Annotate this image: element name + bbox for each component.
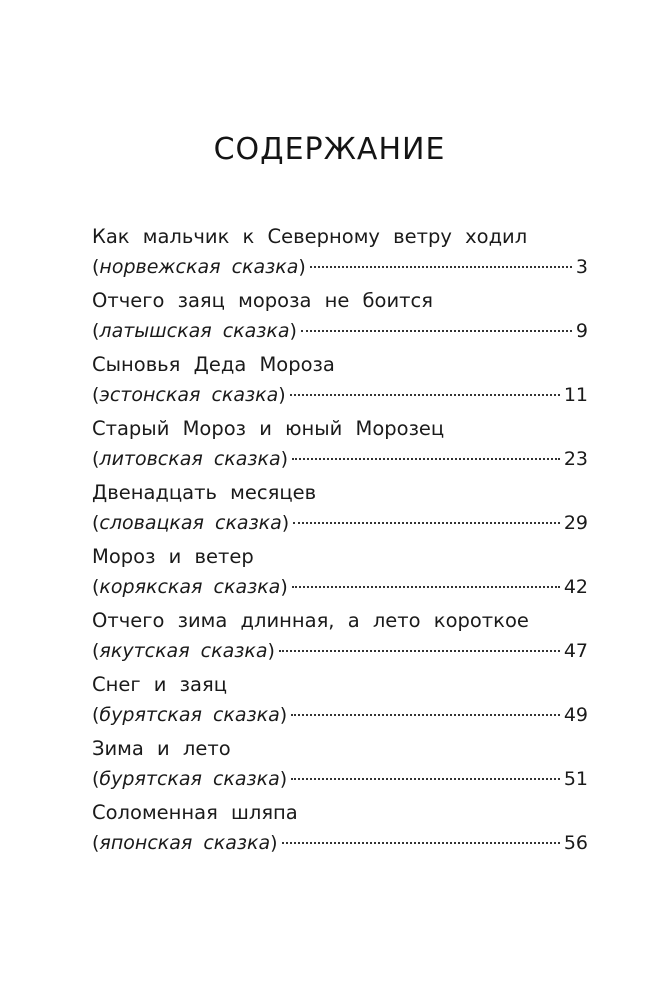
page-number: 3 [575, 256, 588, 278]
page-number: 42 [563, 576, 588, 598]
entry-origin: (японская сказка) [92, 832, 278, 854]
toc-entry[interactable] [92, 670, 588, 734]
page-number: 56 [563, 832, 588, 854]
toc-entry[interactable] [92, 606, 588, 670]
entry-title: Отчего заяц мороза не боится [92, 289, 433, 312]
toc-entry[interactable] [92, 478, 588, 542]
entry-title: Зима и лето [92, 737, 231, 760]
entry-line [92, 700, 588, 730]
entry-origin: (бурятская сказка) [92, 768, 288, 790]
entry-title: Отчего зима длинная, а лето короткое [92, 609, 529, 632]
dot-leader [291, 778, 560, 780]
origin-text: литовская сказка [99, 448, 281, 470]
origin-text: якутская сказка [99, 640, 268, 662]
dot-leader [291, 714, 560, 716]
origin-text: бурятская сказка [99, 768, 280, 790]
page-number: 23 [563, 448, 588, 470]
toc-entry[interactable] [92, 542, 588, 606]
entry-title: Снег и заяц [92, 673, 227, 696]
entry-line [92, 316, 588, 346]
entry-line [92, 252, 588, 282]
entry-origin: (норвежская сказка) [92, 256, 306, 278]
entry-line [92, 572, 588, 602]
entry-title: Старый Мороз и юный Морозец [92, 417, 445, 440]
page-number: 11 [563, 384, 588, 406]
entry-origin: (словацкая сказка) [92, 512, 290, 534]
entry-title: Двенадцать месяцев [92, 481, 317, 504]
page-number: 29 [563, 512, 588, 534]
entry-origin: (якутская сказка) [92, 640, 275, 662]
page-number: 49 [563, 704, 588, 726]
origin-text: японская сказка [99, 832, 271, 854]
dot-leader [293, 522, 560, 524]
dot-leader [310, 266, 572, 268]
entry-line [92, 636, 588, 666]
entry-line [92, 444, 588, 474]
entry-origin: (эстонская сказка) [92, 384, 286, 406]
entry-origin: (корякская сказка) [92, 576, 288, 598]
table-of-contents [92, 222, 588, 862]
origin-text: бурятская сказка [99, 704, 280, 726]
origin-text: латышская сказка [99, 320, 290, 342]
toc-entry[interactable] [92, 798, 588, 862]
entry-origin: (латышская сказка) [92, 320, 297, 342]
entry-title: Как мальчик к Северному ветру ходил [92, 225, 528, 248]
origin-text: словацкая сказка [99, 512, 282, 534]
dot-leader [290, 394, 560, 396]
origin-text: корякская сказка [99, 576, 281, 598]
entry-origin: (бурятская сказка) [92, 704, 288, 726]
dot-leader [292, 458, 560, 460]
origin-text: эстонская сказка [99, 384, 279, 406]
dot-leader [292, 586, 560, 588]
entry-line [92, 764, 588, 794]
dot-leader [282, 842, 560, 844]
dot-leader [301, 330, 572, 332]
toc-entry[interactable] [92, 734, 588, 798]
toc-entry[interactable] [92, 414, 588, 478]
entry-line [92, 828, 588, 858]
toc-entry[interactable] [92, 350, 588, 414]
entry-line [92, 380, 588, 410]
entry-title: Сыновья Деда Мороза [92, 353, 335, 376]
toc-entry[interactable] [92, 286, 588, 350]
page-number: 47 [563, 640, 588, 662]
entry-title: Мороз и ветер [92, 545, 254, 568]
entry-title: Соломенная шляпа [92, 801, 298, 824]
page-title: СОДЕРЖАНИЕ [213, 132, 446, 167]
entry-origin: (литовская сказка) [92, 448, 289, 470]
dot-leader [279, 650, 560, 652]
page-number: 9 [575, 320, 588, 342]
page-number: 51 [563, 768, 588, 790]
toc-entry[interactable] [92, 222, 588, 286]
origin-text: норвежская сказка [99, 256, 299, 278]
entry-line [92, 508, 588, 538]
